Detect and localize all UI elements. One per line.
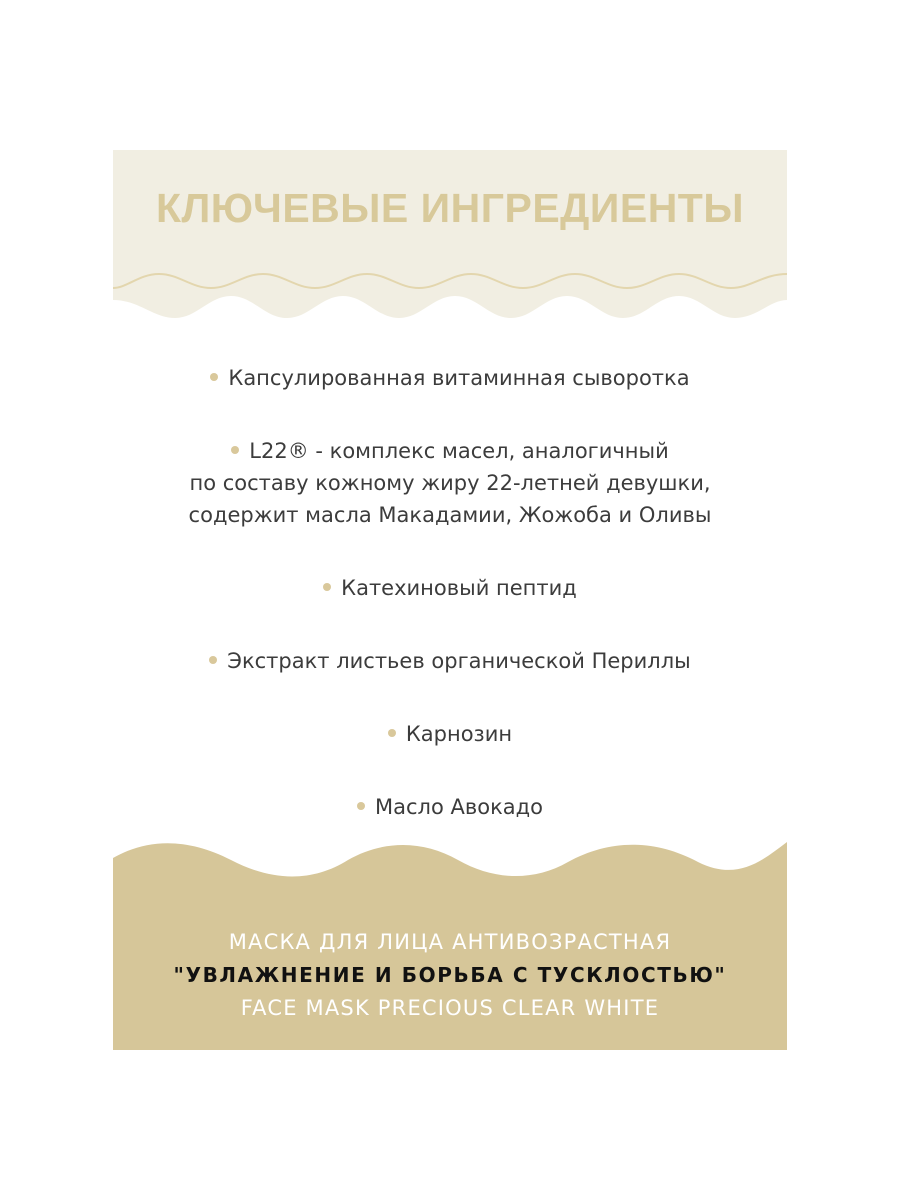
header-wave-background: [113, 150, 787, 330]
product-name-block: [113, 926, 787, 1025]
ingredient-line: [113, 572, 787, 604]
product-name-ru: "УВЛАЖНЕНИЕ И БОРЬБА С ТУСКЛОСТЬЮ": [173, 963, 727, 987]
ingredient-item: [113, 572, 787, 604]
product-type-ru: МАСКА ДЛЯ ЛИЦА АНТИВОЗРАСТНАЯ: [228, 930, 672, 954]
ingredient-item: [113, 435, 787, 531]
header-fill-shape: [113, 150, 787, 318]
ingredient-line: [113, 362, 787, 394]
section-title: КЛЮЧЕВЫЕ ИНГРЕДИЕНТЫ: [155, 185, 744, 231]
ingredients-card: [113, 150, 787, 1050]
product-name-en: FACE MASK PRECIOUS CLEAR WHITE: [240, 996, 660, 1020]
ingredient-text: Карнозин: [405, 722, 513, 746]
ingredient-text: Катехиновый пептид: [341, 576, 577, 600]
ingredient-line: [113, 791, 787, 823]
ingredient-text: L22® - комплекс масел, аналогичный: [249, 439, 669, 463]
bullet-dot-icon: [209, 656, 217, 664]
ingredient-text: Капсулированная витаминная сыворотка: [228, 366, 690, 390]
footer-band: [113, 840, 787, 1050]
bullet-dot-icon: [231, 446, 239, 454]
ingredient-text: Экстракт листьев органической Периллы: [227, 649, 691, 673]
bullet-dot-icon: [388, 729, 396, 737]
bullet-dot-icon: [357, 802, 365, 810]
ingredient-item: [113, 718, 787, 750]
ingredient-item: [113, 362, 787, 394]
ingredient-text: Масло Авокадо: [375, 795, 543, 819]
ingredient-line: [113, 718, 787, 750]
ingredient-line: [113, 435, 787, 467]
ingredient-item: [113, 645, 787, 677]
ingredient-text: по составу кожному жиру 22-летней девушки,: [189, 471, 711, 495]
ingredient-text: содержит масла Макадамии, Жожоба и Оливы: [188, 503, 712, 527]
ingredient-item: [113, 791, 787, 823]
header-band: [113, 150, 787, 330]
bullet-dot-icon: [323, 583, 331, 591]
bullet-dot-icon: [210, 373, 218, 381]
ingredient-list: [113, 362, 787, 864]
ingredient-line: [113, 645, 787, 677]
